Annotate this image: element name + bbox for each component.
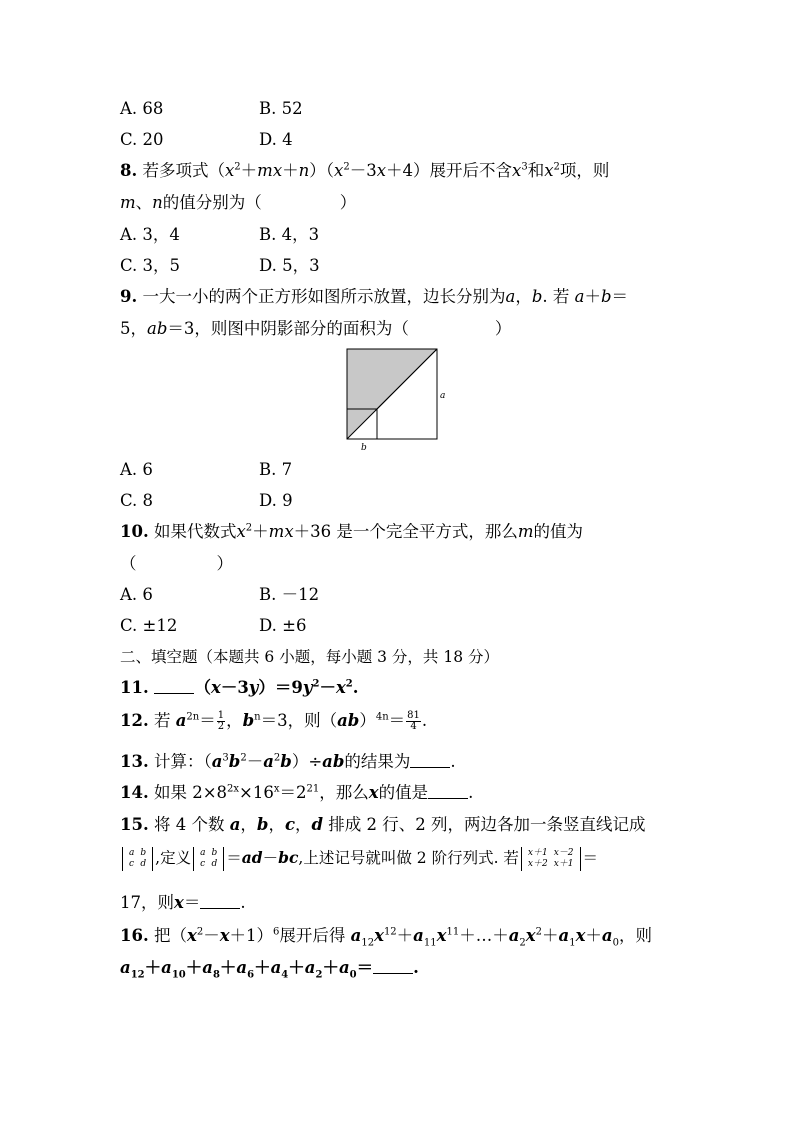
label-a: a <box>440 391 446 401</box>
q9-stem-line1 <box>120 286 628 308</box>
op: ＝ <box>356 958 374 977</box>
op: ＋ <box>584 287 601 306</box>
q11 <box>120 677 359 699</box>
exp: 11 <box>446 926 460 938</box>
var-y: y <box>248 678 259 697</box>
det-cell: x＋2 <box>527 859 548 869</box>
det-cell: b <box>140 848 147 858</box>
exp: n <box>254 711 261 723</box>
det-cell: x＋1 <box>527 848 548 858</box>
q9-text: ） <box>494 319 512 338</box>
op: ＝ <box>199 711 216 730</box>
var-ab: ab <box>337 711 360 730</box>
var-a: a <box>413 926 424 945</box>
exp: 2 <box>343 161 350 173</box>
section-heading: 二、填空题（本题共 6 小题，每小题 3 分，共 18 分） <box>120 648 500 666</box>
var-y: y <box>302 678 313 697</box>
q15-line2 <box>120 847 598 871</box>
op: ＋ <box>185 958 203 977</box>
q14-text: 的值是 <box>378 783 429 802</box>
var-a: a <box>508 926 520 945</box>
q10-text: （ <box>120 554 137 573</box>
var-ad: ad <box>241 848 263 867</box>
q8-stem-line1 <box>120 160 609 182</box>
q8-text: 和 <box>527 161 545 180</box>
var-a: a <box>338 958 350 977</box>
var-a: a <box>574 287 585 306</box>
var-x: x <box>374 926 384 945</box>
q13-text: 计算：（ <box>148 752 212 771</box>
q8-text: 的值分别为（ <box>162 193 262 212</box>
q9-squares-figure <box>340 342 452 454</box>
q15-text: ， <box>268 815 285 834</box>
var-x: x <box>544 161 554 180</box>
var-b: b <box>256 815 269 834</box>
q13-text: ）÷ <box>291 752 323 771</box>
q8-text: ） <box>339 193 357 212</box>
q9-text: . 若 <box>542 287 575 306</box>
q8-number: 8. <box>120 161 138 180</box>
var-x: x <box>272 161 283 180</box>
op: ＋ <box>219 958 237 977</box>
exp: 2 <box>240 752 247 764</box>
var-b: b <box>280 752 292 771</box>
q14-text: ×16 <box>239 783 274 802</box>
subscript: 1 <box>569 937 576 949</box>
q14-number: 14. <box>120 783 149 802</box>
q14-text: 如果 2×8 <box>148 783 228 802</box>
q8-text: ）展开后不含 <box>413 161 513 180</box>
q10-option-c: C. ±12 <box>120 616 178 635</box>
q10-stem-line2 <box>120 553 233 575</box>
label-b: b <box>361 443 367 453</box>
det-cell: d <box>140 859 147 869</box>
q9-option-c: C. 8 <box>120 491 154 510</box>
op: ＋ <box>252 522 269 541</box>
subscript: 12 <box>361 937 375 949</box>
exp: 2 <box>312 678 320 690</box>
numerator: 81 <box>407 710 420 721</box>
q15-text: ,定义 <box>155 849 192 867</box>
q9-options-row1 <box>120 459 292 481</box>
op: ＝ <box>183 893 201 912</box>
q8-option-a: A. 3，4 <box>120 225 180 244</box>
fraction-half <box>217 711 225 732</box>
exp: 2 <box>245 522 253 534</box>
exp: 4n <box>375 711 389 723</box>
q11-text: . <box>352 678 359 697</box>
var-ab: ab <box>322 752 345 771</box>
q14-text: ，那么 <box>319 783 369 802</box>
q11-text: ）＝9 <box>258 678 303 697</box>
q15-text: 17，则 <box>120 893 174 912</box>
q13 <box>120 751 456 773</box>
var-b: b <box>600 287 612 306</box>
op: ＋ <box>282 161 299 180</box>
determinant-x <box>521 847 581 871</box>
exp: 2n <box>186 711 200 723</box>
q9-text: 5， <box>120 319 147 338</box>
var-d: d <box>311 815 324 834</box>
q11-text: （ <box>194 678 211 697</box>
exp: 2 <box>535 926 542 938</box>
q10-number: 10. <box>120 522 149 541</box>
op: ＋ <box>322 958 339 977</box>
var-n: n <box>152 193 163 212</box>
fraction-81-4 <box>406 711 421 732</box>
answer-blank[interactable] <box>373 959 413 974</box>
q10-stem-line1 <box>120 521 583 543</box>
q13-text: . <box>450 752 456 771</box>
var-a: a <box>211 752 223 771</box>
q7-options-row2 <box>120 129 293 151</box>
exp: 2 <box>345 678 353 690</box>
var-b: b <box>228 752 241 771</box>
var-m: m <box>120 193 136 212</box>
var-a: a <box>263 752 274 771</box>
op: ＋ <box>240 161 258 180</box>
q10-text: ） <box>216 554 233 573</box>
var-bc: bc <box>278 848 299 867</box>
exp: 2 <box>273 752 281 764</box>
op: －3 <box>349 161 377 180</box>
q8-option-d: D. 5，3 <box>259 256 320 275</box>
q9-options-row2 <box>120 490 293 512</box>
q10-option-a: A. 6 <box>120 585 153 604</box>
q12-text: ＝3，则（ <box>260 711 338 730</box>
q16-text: ＋1） <box>229 926 274 945</box>
var-x: x <box>224 161 235 180</box>
q15-text: ,上述记号就叫做 2 阶行列式. 若 <box>298 849 519 867</box>
q9-stem-line2 <box>120 318 511 340</box>
q16-number: 16. <box>120 926 149 945</box>
denominator: 2 <box>217 721 225 732</box>
answer-blank[interactable] <box>410 753 450 768</box>
op: ＝ <box>388 711 406 730</box>
q9-option-b: B. 7 <box>259 460 293 479</box>
q16-text: 把（ <box>148 926 187 945</box>
det-cell: x－2 <box>553 848 574 858</box>
det-cell: c <box>200 859 206 869</box>
exp: 12 <box>383 926 397 938</box>
q8-options-row2 <box>120 255 320 277</box>
q8-option-b: B. 4，3 <box>259 225 320 244</box>
var-x: x <box>186 926 197 945</box>
var-x: x <box>376 161 387 180</box>
det-cell: x＋1 <box>553 859 574 869</box>
q7-option-c: C. 20 <box>120 130 164 149</box>
q8-text: 项，则 <box>559 161 610 180</box>
det-cell: a <box>129 848 135 858</box>
subscript: 4 <box>281 969 289 981</box>
numerator: 1 <box>217 710 225 721</box>
op: ＝ <box>582 849 599 867</box>
var-a: a <box>304 958 316 977</box>
q10-text: ＋36 是一个完全平方式，那么 <box>293 522 518 541</box>
q7-option-a: A. 68 <box>120 99 164 118</box>
q9-option-a: A. 6 <box>120 460 153 479</box>
subscript: 10 <box>171 969 186 981</box>
exp: x <box>273 783 280 795</box>
subscript: 2 <box>519 937 526 949</box>
exp: 3 <box>222 752 229 764</box>
q9-text: ＝3，则图中阴影部分的面积为（ <box>167 319 409 338</box>
q13-text: 的结果为 <box>344 752 411 771</box>
det-cell: c <box>129 859 135 869</box>
subscript: 0 <box>349 969 357 981</box>
q10-text: 如果代数式 <box>148 522 237 541</box>
op: － <box>319 678 336 697</box>
var-ab: ab <box>147 319 168 338</box>
q15-line3 <box>120 892 246 914</box>
var-b: b <box>242 711 255 730</box>
var-x: x <box>525 926 536 945</box>
op: ＋ <box>288 958 305 977</box>
op: ＋ <box>541 926 559 945</box>
q15-text: 将 4 个数 <box>148 815 230 834</box>
q8-text: ）（ <box>309 161 335 180</box>
var-a: a <box>229 815 241 834</box>
det-cell: b <box>211 848 218 858</box>
q14-text: . <box>468 783 474 802</box>
op: ＋ <box>144 958 162 977</box>
q15-text: . <box>240 893 246 912</box>
var-x: x <box>174 893 184 912</box>
exp: 3 <box>521 161 528 173</box>
q9-text: ， <box>515 287 532 306</box>
q12-number: 12. <box>120 711 149 730</box>
exp: 2 <box>196 926 204 938</box>
determinant-abcd-def <box>193 847 224 871</box>
answer-blank[interactable] <box>200 894 240 909</box>
var-x: x <box>575 926 586 945</box>
q10-option-d: D. ±6 <box>259 616 307 635</box>
q10-option-b: B. －12 <box>259 585 320 604</box>
var-x: x <box>219 926 230 945</box>
var-n: n <box>298 161 310 180</box>
op: ＝ <box>226 849 242 867</box>
op: ＋ <box>585 926 602 945</box>
subscript: 8 <box>212 969 220 981</box>
subscript: 11 <box>423 937 437 949</box>
var-x: x <box>284 522 294 541</box>
exp: 2x <box>227 783 240 795</box>
op: ＋ <box>254 958 271 977</box>
var-x: x <box>334 161 344 180</box>
q12-text: ） <box>359 711 376 730</box>
var-a: a <box>120 958 131 977</box>
op: － <box>246 752 264 771</box>
var-m: m <box>268 522 285 541</box>
var-a: a <box>236 958 248 977</box>
determinant-abcd <box>122 847 153 871</box>
op: － <box>203 926 220 945</box>
exp: 6 <box>273 926 280 938</box>
q8-stem-line2 <box>120 192 356 214</box>
op: － <box>262 849 279 867</box>
var-a: a <box>601 926 613 945</box>
op: －3 <box>220 678 249 697</box>
var-a: a <box>270 958 282 977</box>
var-x: x <box>236 522 246 541</box>
var-x: x <box>368 783 379 802</box>
var-x: x <box>512 161 522 180</box>
var-x: x <box>335 678 346 697</box>
shaded-region-upper <box>347 349 437 409</box>
q12-text: 若 <box>148 711 176 730</box>
q16-line2 <box>120 957 419 979</box>
q7-option-b: B. 52 <box>259 99 303 118</box>
op: ＋4 <box>386 161 414 180</box>
q10-options-row2 <box>120 615 306 637</box>
q15-text: ， <box>295 815 312 834</box>
subscript: 12 <box>130 969 145 981</box>
var-x: x <box>210 678 221 697</box>
q15-number: 15. <box>120 815 149 834</box>
q12-text: ， <box>226 711 243 730</box>
answer-blank[interactable] <box>154 679 194 694</box>
det-cell: d <box>211 859 218 869</box>
q7-options-row1 <box>120 98 303 120</box>
var-a: a <box>202 958 213 977</box>
q10-text: 的值为 <box>533 522 584 541</box>
var-m: m <box>517 522 534 541</box>
q7-option-d: D. 4 <box>259 130 293 149</box>
var-a: a <box>161 958 172 977</box>
det-cell: a <box>200 848 206 858</box>
q16-text: . <box>413 958 419 977</box>
q9-number: 9. <box>120 287 138 306</box>
exp: 2 <box>234 161 241 173</box>
q16-text: 展开后得 <box>279 926 351 945</box>
var-x: x <box>436 926 447 945</box>
op: ＝ <box>611 287 629 306</box>
q15-line1 <box>120 814 646 836</box>
q12-text: . <box>421 711 428 730</box>
var-b: b <box>531 287 543 306</box>
q9-text: 一大一小的两个正方形如图所示放置，边长分别为 <box>137 287 506 306</box>
var-c: c <box>284 815 295 834</box>
q10-options-row1 <box>120 584 319 606</box>
q8-option-c: C. 3，5 <box>120 256 181 275</box>
var-a: a <box>350 926 362 945</box>
subscript: 0 <box>612 937 619 949</box>
var-m: m <box>257 161 273 180</box>
q8-options-row1 <box>120 224 319 246</box>
q8-text: 、 <box>135 193 153 212</box>
var-a: a <box>505 287 516 306</box>
q15-text: ， <box>240 815 257 834</box>
exp: 2 <box>553 161 560 173</box>
op: ＋…＋ <box>459 926 509 945</box>
subscript: 2 <box>315 969 323 981</box>
q16-line1 <box>120 925 652 947</box>
denominator: 4 <box>410 721 417 732</box>
q8-text: 若多项式（ <box>137 161 225 180</box>
exp: 21 <box>306 783 320 795</box>
subscript: 6 <box>247 969 255 981</box>
q9-option-d: D. 9 <box>259 491 293 510</box>
q14 <box>120 782 473 804</box>
var-a: a <box>175 711 187 730</box>
q12 <box>120 710 427 732</box>
q14-text: ＝2 <box>279 783 307 802</box>
q13-number: 13. <box>120 752 149 771</box>
q11-number: 11. <box>120 678 149 697</box>
answer-blank[interactable] <box>428 784 468 799</box>
op: ＋ <box>396 926 414 945</box>
q15-text: 排成 2 行、2 列，两边各加一条竖直线记成 <box>323 815 646 834</box>
var-a: a <box>558 926 570 945</box>
q16-text: ，则 <box>618 926 652 945</box>
